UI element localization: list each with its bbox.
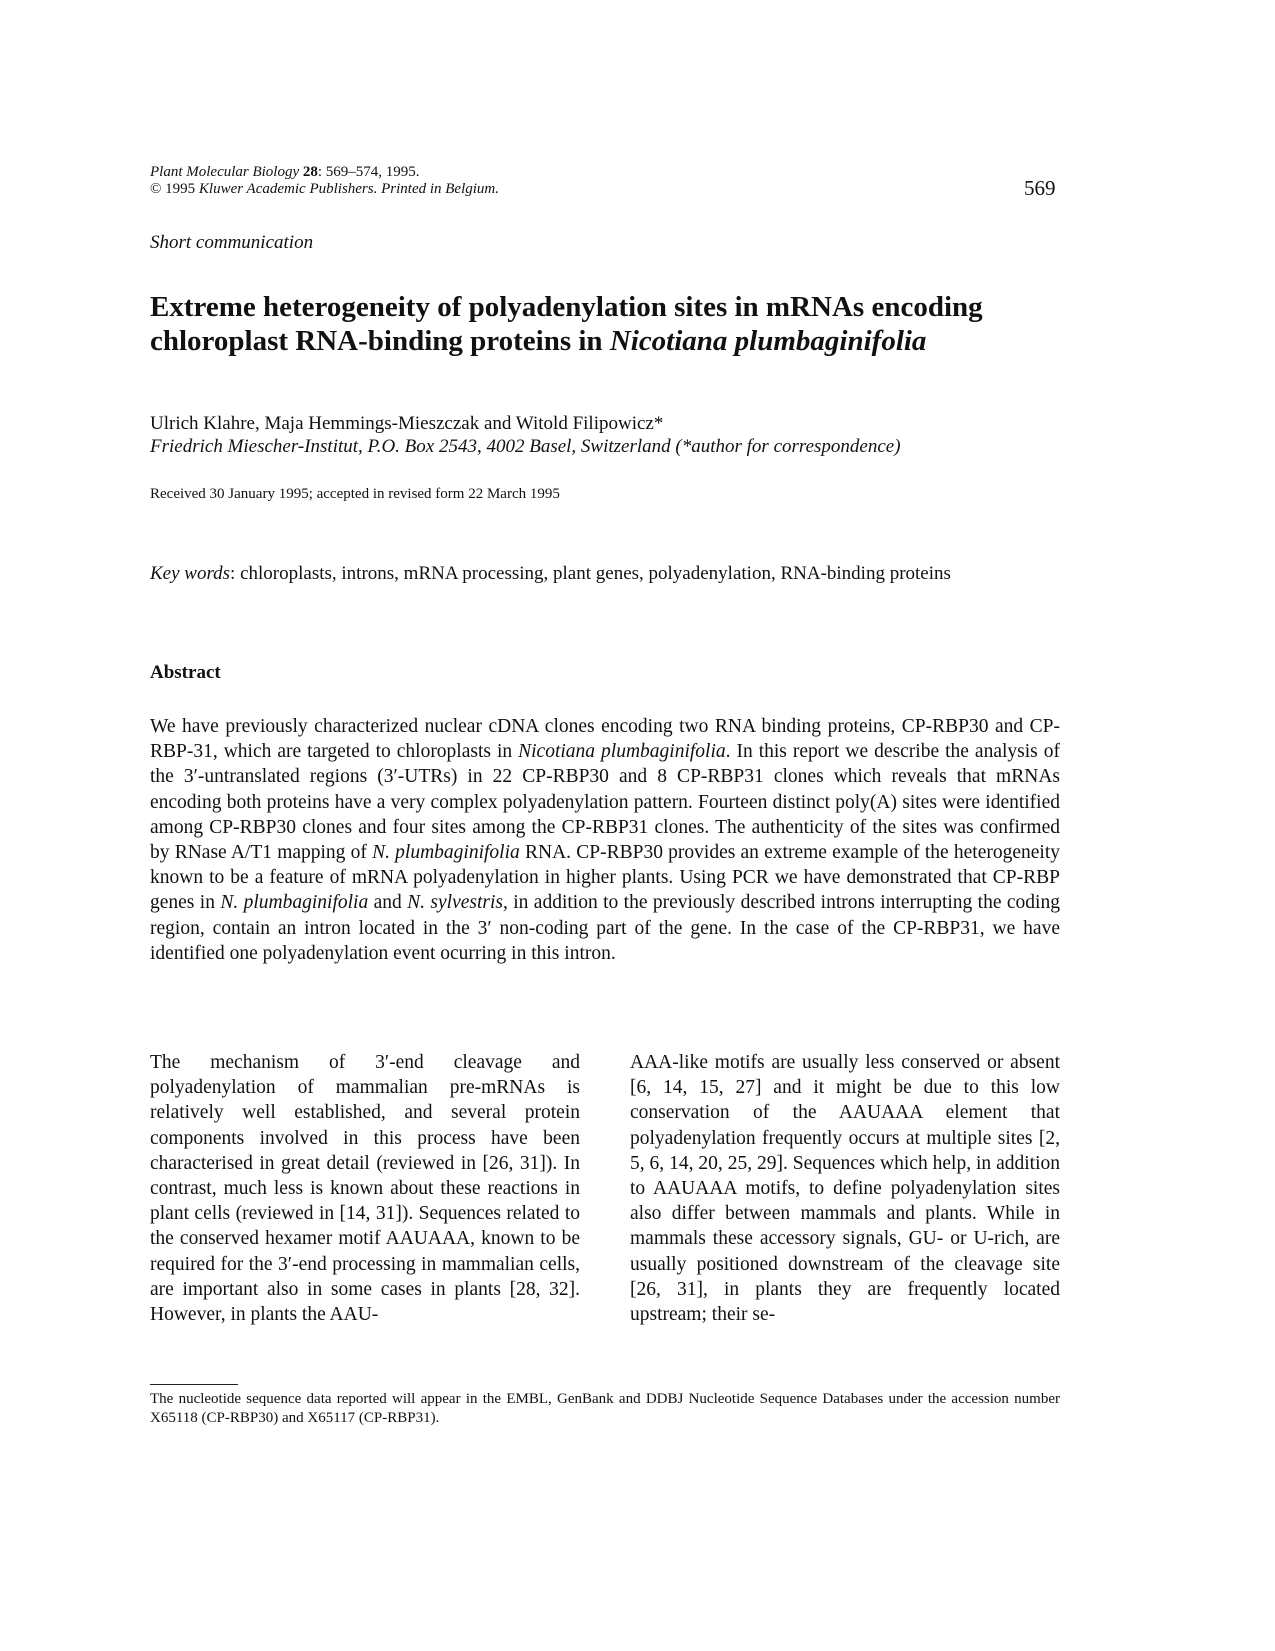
journal-line-1 xyxy=(150,164,499,181)
body-left-column: The mechanism of 3′-end cleavage and polyadenylation of mammalian pre-mRNAs is relatively well established, and several protein components involved in this process have been characterised in great detail (reviewed in [26, 31]). In contrast, much less is known about these reactions in plant cells (reviewed in [14, 31]). Sequences related to the conserved hexamer motif AAUAAA, known to be required for the 3′-end processing in mammalian cells, are important also in some cases in plants [28, 32]. However, in plants the AAU- xyxy=(150,1052,580,1326)
keywords-text: : chloroplasts, introns, mRNA processing, plant genes, polyadenylation, RNA-binding proteins xyxy=(230,563,951,584)
journal-line-2 xyxy=(150,181,499,198)
abstract-part: , in addition to the previously described introns interrupting the coding region, contain an intron located in the 3′ non-coding part of the gene. In the case of the CP-RBP31, we have identified one polyadenylation event ocurring in this intron. xyxy=(150,892,1060,964)
keywords-label: Key words xyxy=(150,563,231,584)
abstract-part: and xyxy=(368,892,408,914)
species-name: N. sylvestris xyxy=(407,892,503,914)
body-right-column: AAA-like motifs are usually less conserved or absent [6, 14, 15, 27] and it might be due to this low conservation of the AAUAAA element that polyadenylation frequently occurs at multiple sites [2, 5, 6, 14, 20, 25, 29]. Sequences which help, in addition to AAUAAA motifs, to define polyadenylation sites also differ between mammals and plants. While in mammals these accessory signals, GU- or U-rich, are usually positioned downstream of the cleavage site [26, 31], in plants they are frequently located upstream; their se- xyxy=(630,1052,1060,1326)
copyright: © 1995 xyxy=(150,181,196,197)
received-date: Received 30 January 1995; accepted in revised form 22 March 1995 xyxy=(150,486,560,502)
abstract-part: . In this report we describe the analysis of the 3′-untranslated regions (3′-UTRs) in 22 CP-RBP30 and 8 CP-RBP31 clones which reveals that mRNAs encoding both proteins have a very complex polyadenylation pattern. Fourteen distinct poly(A) sites were identified among CP-RBP30 clones and four sites among the CP-RBP31 clones. The authenticity of the sites was confirmed by RNase A/T1 mapping of xyxy=(150,741,1060,864)
abstract-heading: Abstract xyxy=(150,662,221,683)
keywords xyxy=(150,561,1060,586)
journal-name: Plant Molecular Biology xyxy=(150,164,300,180)
abstract-part: We have previously characterized nuclear cDNA clones encoding two RNA binding proteins, CP-RBP30 and CP-RBP-31, which are targeted to chloroplasts in xyxy=(150,716,1060,763)
authors: Ulrich Klahre, Maja Hemmings-Mieszczak and Witold Filipowicz* xyxy=(150,413,664,434)
journal-citation xyxy=(150,164,499,198)
footnote: The nucleotide sequence data reported will appear in the EMBL, GenBank and DDBJ Nucleotide Sequence Databases under the accession number X65118 (CP-RBP30) and X65117 (CP-RBP31). xyxy=(150,1391,1060,1426)
title-species: Nicotiana plumbaginifolia xyxy=(609,325,927,357)
species-name: N. plumbaginifolia xyxy=(372,842,520,864)
section-label: Short communication xyxy=(150,232,314,253)
abstract-part: RNA. CP-RBP30 provides an extreme example of the heterogeneity known to be a feature of mRNA polyadenylation in higher plants. Using PCR we have demonstrated that CP-RBP genes in xyxy=(150,842,1060,914)
journal-volume: 28 xyxy=(302,164,318,180)
affiliation: Friedrich Miescher-Institut, P.O. Box 2543, 4002 Basel, Switzerland (*author for correspondence) xyxy=(150,436,901,457)
journal-pages-year: : 569–574, 1995. xyxy=(317,164,420,180)
publisher: Kluwer Academic Publishers. Printed in Belgium. xyxy=(198,181,500,197)
species-name: Nicotiana plumbaginifolia xyxy=(518,741,726,763)
abstract-text xyxy=(150,714,1060,966)
species-name: N. plumbaginifolia xyxy=(220,892,369,914)
paper-title xyxy=(150,290,1110,358)
page-number: 569 xyxy=(1024,176,1056,200)
footnote-divider xyxy=(150,1384,238,1385)
title-text: Extreme heterogeneity of polyadenylation sites in mRNAs encoding chloroplast RNA-binding proteins in xyxy=(150,291,983,357)
